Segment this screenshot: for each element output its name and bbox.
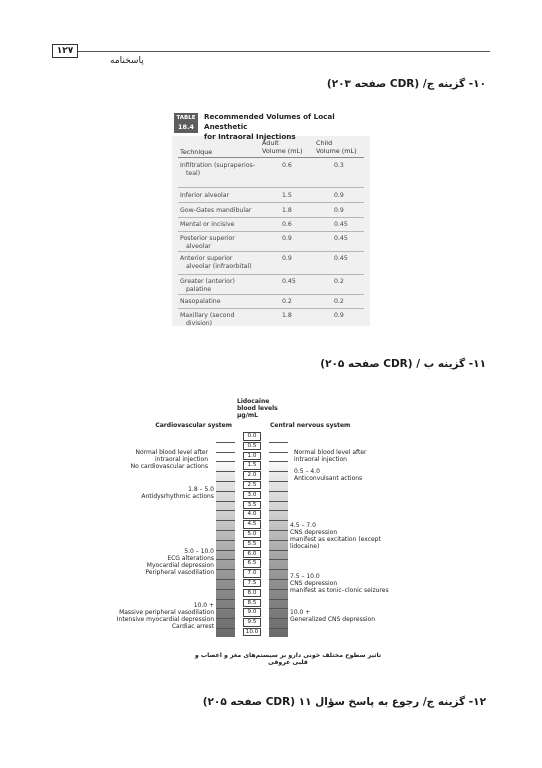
bar-segment-line xyxy=(269,481,288,482)
table-title xyxy=(204,112,370,142)
cv-label-massive xyxy=(112,602,214,630)
technique-line2: alveolar (infraorbital) xyxy=(186,262,252,270)
cns-label-excitation-1: 4.5 – 7.0 xyxy=(290,522,316,529)
technique-line1: Inferior alveolar xyxy=(180,192,230,199)
table-cell-adult: 0.45 xyxy=(282,278,296,285)
cv-label-normal-3: No cardiovascular actions xyxy=(130,463,208,470)
bar-segment-line xyxy=(216,501,235,502)
scale-title-line3: μg/mL xyxy=(237,412,258,419)
col-adult-line2: Volume (mL) xyxy=(262,147,303,155)
cv-label-normal-1: Normal blood level after xyxy=(135,449,208,456)
technique-line1: Anterior superior xyxy=(180,255,233,262)
table-cell-technique xyxy=(180,278,260,293)
bar-segment-line xyxy=(216,608,235,609)
cv-label-antidysrhythmic xyxy=(112,486,214,500)
cns-label-excitation-2: CNS depression xyxy=(290,529,338,536)
bar-segment-line xyxy=(269,471,288,472)
cns-label-anticonvulsant-2: Anticonvulsant actions xyxy=(294,475,363,482)
table-row-divider xyxy=(178,251,364,252)
cv-label-normal xyxy=(112,449,208,470)
table-row-divider xyxy=(178,308,364,309)
cns-label-anticonvulsant xyxy=(294,468,404,482)
cv-label-antidysrhythmic-1: 1.8 – 5.0 xyxy=(188,486,214,493)
cns-label-normal xyxy=(294,449,404,463)
bar-segment-line xyxy=(269,608,288,609)
technique-line1: Gow-Gates mandibular xyxy=(180,207,252,214)
technique-line1: Greater (anterior) xyxy=(180,278,235,285)
scale-value: 4.5 xyxy=(243,520,261,529)
bar-segment-line xyxy=(216,481,235,482)
bar-segment-line xyxy=(269,559,288,560)
bar-segment-line xyxy=(269,461,288,462)
cns-label-generalized-1: 10.0 + xyxy=(290,609,311,616)
bar-segment-line xyxy=(216,618,235,619)
question-11-answer: ۱۱- گزینه ب / (CDR صفحه ۲۰۵) xyxy=(320,358,486,370)
cns-system-title: Central nervous system xyxy=(270,422,351,429)
table-badge-number: 18.4 xyxy=(177,123,195,131)
table-cell-child: 0.2 xyxy=(334,298,344,305)
scale-value: 4.0 xyxy=(243,510,261,519)
table-cell-child: 0.2 xyxy=(334,278,344,285)
table-cell-child: 0.45 xyxy=(334,235,348,242)
cv-label-antidysrhythmic-2: Antidysrhythmic actions xyxy=(141,493,214,500)
table-cell-technique xyxy=(180,235,260,250)
bar-segment-line xyxy=(216,559,235,560)
table-rule xyxy=(178,157,364,158)
bar-segment-line xyxy=(216,530,235,531)
scale-value: 8.0 xyxy=(243,589,261,598)
bar-segment-line xyxy=(269,579,288,580)
col-adult xyxy=(262,139,303,155)
bar-segment-line xyxy=(216,550,235,551)
scale-value: 10.0 xyxy=(243,628,261,637)
bar-segment-line xyxy=(269,442,288,443)
cns-label-seizures-3: manifest as tonic–clonic seizures xyxy=(290,587,389,594)
table-row-divider xyxy=(178,294,364,295)
scale-value: 2.0 xyxy=(243,471,261,480)
table-row-divider xyxy=(178,274,364,275)
bar-segment-line xyxy=(216,461,235,462)
technique-line1: Nasopalatine xyxy=(180,298,221,305)
bar-segment-line xyxy=(216,452,235,453)
table-cell-child: 0.9 xyxy=(334,207,344,214)
scale-value: 0.0 xyxy=(243,432,261,441)
table-cell-child: 0.45 xyxy=(334,255,348,262)
scale-value: 7.5 xyxy=(243,579,261,588)
table-cell-technique xyxy=(180,192,260,200)
scale-value: 6.0 xyxy=(243,550,261,559)
bar-segment-line xyxy=(269,628,288,629)
cv-label-ecg-1: 5.0 – 10.0 xyxy=(184,548,214,555)
scale-value: 9.5 xyxy=(243,618,261,627)
technique-line2: division) xyxy=(186,319,213,327)
cns-label-seizures xyxy=(290,573,410,594)
table-cell-technique xyxy=(180,255,260,270)
page-number: ۱۲۷ xyxy=(52,44,78,58)
table-cell-adult: 1.8 xyxy=(282,207,292,214)
table-title-line1: Recommended Volumes of Local Anesthetic xyxy=(204,112,335,131)
table-header xyxy=(172,110,370,141)
table-row-divider xyxy=(178,187,364,188)
table-cell-technique xyxy=(180,207,260,215)
bar-segment-line xyxy=(216,442,235,443)
col-adult-line1: Adult xyxy=(262,139,279,147)
cv-label-ecg-3: Myocardial depression xyxy=(146,562,214,569)
cv-label-massive-1: 10.0 + xyxy=(193,602,214,609)
bar-segment-line xyxy=(269,618,288,619)
bar-segment-line xyxy=(269,501,288,502)
section-label: پاسخنامه xyxy=(110,56,144,66)
bar-segment-line xyxy=(216,510,235,511)
bar-segment-line xyxy=(216,569,235,570)
table-cell-adult: 0.9 xyxy=(282,235,292,242)
table-cell-technique xyxy=(180,312,260,327)
cns-label-generalized-2: Generalized CNS depression xyxy=(290,616,375,623)
table-cell-technique xyxy=(180,298,260,306)
technique-line1: Mental or incisive xyxy=(180,221,235,228)
cv-label-massive-3: Intensive myocardial depression xyxy=(116,616,214,623)
technique-line1: Maxillary (second xyxy=(180,312,235,319)
bar-segment-line xyxy=(269,599,288,600)
table-cell-technique xyxy=(180,221,260,229)
bar-segment-line xyxy=(216,491,235,492)
cv-gradient-bar xyxy=(216,432,235,637)
cv-label-ecg-4: Peripheral vasodilation xyxy=(145,569,214,576)
bar-segment-line xyxy=(216,599,235,600)
anesthetic-volume-table xyxy=(172,110,370,326)
question-10-answer: ۱۰- گزینه ج/ (CDR صفحه ۲۰۳) xyxy=(326,78,486,90)
bar-segment-line xyxy=(216,540,235,541)
table-badge-label: TABLE xyxy=(176,115,196,121)
scale-value: 1.5 xyxy=(243,461,261,470)
cns-label-anticonvulsant-1: 0.5 – 4.0 xyxy=(294,468,320,475)
scale-value: 2.5 xyxy=(243,481,261,490)
cns-gradient-bar xyxy=(269,432,288,637)
table-cell-child: 0.3 xyxy=(334,162,344,169)
cns-label-seizures-2: CNS depression xyxy=(290,580,338,587)
table-cell-adult: 0.6 xyxy=(282,221,292,228)
page-header xyxy=(52,42,490,66)
diagram-caption: تاثیر سطوح مختلف خونی دارو بر سیستم‌های مغز و اعصاب و قلبی عروقی xyxy=(194,652,382,666)
concentration-scale xyxy=(243,432,261,636)
scale-value: 0.5 xyxy=(243,442,261,451)
scale-value: 7.0 xyxy=(243,569,261,578)
cv-system-title: Cardiovascular system xyxy=(155,422,232,429)
technique-line2: alveolar xyxy=(186,242,211,250)
table-cell-adult: 1.5 xyxy=(282,192,292,199)
scale-value: 6.5 xyxy=(243,559,261,568)
table-cell-child: 0.45 xyxy=(334,221,348,228)
bar-segment-line xyxy=(269,540,288,541)
cns-label-seizures-1: 7.5 – 10.0 xyxy=(290,573,320,580)
bar-segment-line xyxy=(216,589,235,590)
cns-label-normal-1: Normal blood level after xyxy=(294,449,367,456)
col-child-line2: Volume (mL) xyxy=(316,147,357,155)
cv-label-ecg-2: ECG alterations xyxy=(167,555,214,562)
cv-label-massive-4: Cardiac arrest xyxy=(171,623,214,630)
table-cell-technique xyxy=(180,162,260,177)
scale-value: 3.5 xyxy=(243,501,261,510)
bar-segment-line xyxy=(269,510,288,511)
bar-segment-line xyxy=(216,471,235,472)
cv-label-normal-2: intraoral injection xyxy=(155,456,208,463)
technique-line2: palatine xyxy=(186,285,212,293)
technique-line1: Posterior superior xyxy=(180,235,235,242)
bar-segment-line xyxy=(269,569,288,570)
table-title-line2: for Intraoral Injections xyxy=(204,132,296,141)
cns-label-excitation-3: manifest as excitation (except lidocaine) xyxy=(290,536,381,550)
lidocaine-levels-diagram xyxy=(112,398,412,666)
table-badge xyxy=(174,113,198,133)
scale-value: 1.0 xyxy=(243,452,261,461)
table-cell-child: 0.9 xyxy=(334,312,344,319)
table-cell-adult: 0.6 xyxy=(282,162,292,169)
bar-segment-line xyxy=(269,491,288,492)
table-cell-adult: 0.9 xyxy=(282,255,292,262)
scale-value: 3.0 xyxy=(243,491,261,500)
scale-value: 5.0 xyxy=(243,530,261,539)
scale-title xyxy=(237,398,278,419)
scale-title-line2: blood levels xyxy=(237,405,278,412)
table-row-divider xyxy=(178,202,364,203)
cns-label-excitation xyxy=(290,522,412,550)
bar-segment-line xyxy=(216,579,235,580)
table-cell-adult: 0.2 xyxy=(282,298,292,305)
bar-segment-line xyxy=(269,520,288,521)
col-child xyxy=(316,139,357,155)
table-row-divider xyxy=(178,217,364,218)
col-child-line1: Child xyxy=(316,139,333,147)
table-cell-adult: 1.8 xyxy=(282,312,292,319)
technique-line1: Infiltration (supraperios- xyxy=(180,162,256,169)
table-row-divider xyxy=(178,231,364,232)
cv-label-massive-2: Massive peripheral vasodilation xyxy=(119,609,214,616)
scale-value: 9.0 xyxy=(243,608,261,617)
cv-label-ecg xyxy=(112,548,214,576)
header-rule xyxy=(78,51,490,52)
col-technique: Technique xyxy=(180,148,213,156)
bar-segment-line xyxy=(269,530,288,531)
cns-label-generalized xyxy=(290,609,410,623)
bar-segment-line xyxy=(269,550,288,551)
scale-title-line1: Lidocaine xyxy=(237,398,270,405)
technique-line2: teal) xyxy=(186,169,201,177)
scale-value: 8.5 xyxy=(243,599,261,608)
cns-label-normal-2: intraoral injection xyxy=(294,456,347,463)
table-cell-child: 0.9 xyxy=(334,192,344,199)
bar-segment-line xyxy=(269,589,288,590)
bar-segment-line xyxy=(216,520,235,521)
bar-segment-line xyxy=(216,628,235,629)
bar-segment-line xyxy=(269,452,288,453)
question-12-answer: ۱۲- گزینه ج/ رجوع به پاسخ سؤال ۱۱ (CDR صفحه ۲۰۵) xyxy=(202,696,486,708)
scale-value: 5.5 xyxy=(243,540,261,549)
